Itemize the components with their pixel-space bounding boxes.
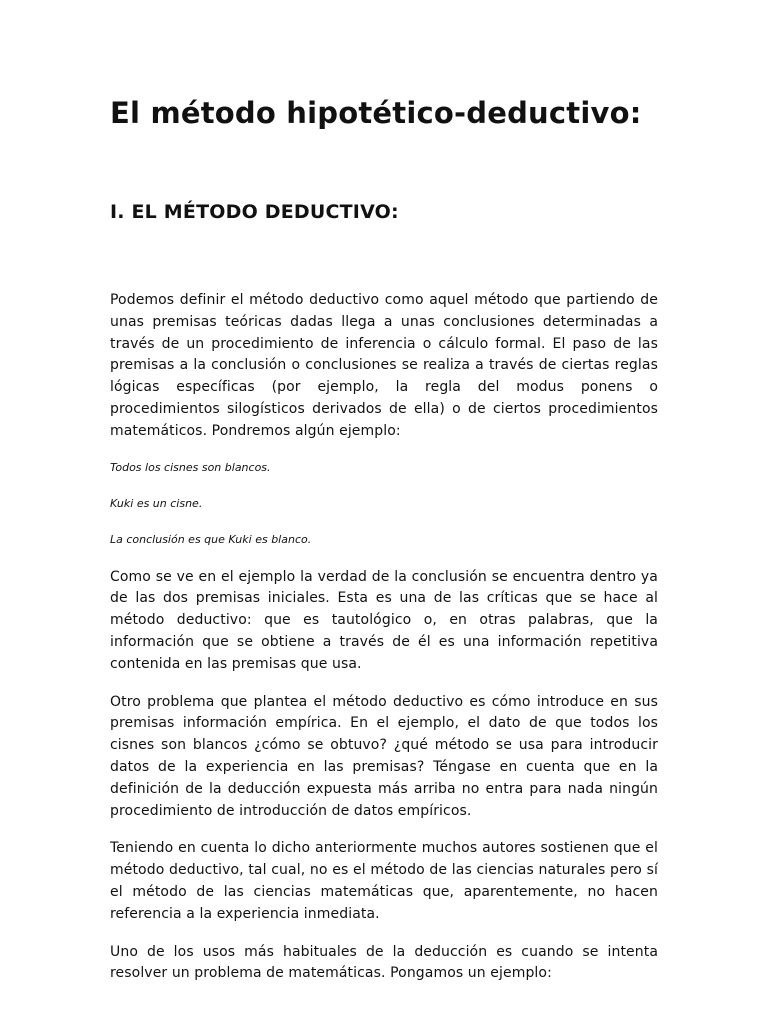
section-heading: I. EL MÉTODO DEDUCTIVO:	[110, 201, 399, 223]
example-conclusion: La conclusión es que Kuki es blanco.	[110, 532, 312, 546]
paragraph-tautology: Como se ve en el ejemplo la verdad de la conclusión se encuentra dentro ya de las dos premisas iniciales. Esta es una de las críticas que se hace al método deductivo: que es tautológico o, en otras palabras, que la información que se obtiene a través de él es una información repetitiva contenida en las premisas que usa.	[110, 568, 658, 672]
document-title: El método hipotético-deductivo:	[110, 96, 642, 130]
example-premise-1: Todos los cisnes son blancos.	[110, 460, 271, 474]
paragraph-mathematics: Teniendo en cuenta lo dicho anteriormente muchos autores sostienen que el método deductivo, tal cual, no es el método de las ciencias naturales pero sí el método de las ciencias matemáticas que, aparentemente, no hacen referencia a la experiencia inmediata.	[110, 840, 658, 922]
example-premise-2: Kuki es un cisne.	[110, 496, 203, 510]
document-body	[110, 290, 658, 985]
paragraph-empirical: Otro problema que plantea el método deductivo es cómo introduce en sus premisas información empírica. En el ejemplo, el dato de que todos los cisnes son blancos ¿cómo se obtuvo? ¿qué método se usa para introducir datos de la experiencia en las premisas? Téngase en cuenta que en la definición de la deducción expuesta más arriba no entra para nada ningún procedimiento de introducción de datos empíricos.	[110, 693, 658, 819]
paragraph-usage: Uno de los usos más habituales de la deducción es cuando se intenta resolver un problema de matemáticas. Pongamos un ejemplo:	[110, 943, 658, 982]
paragraph-definition: Podemos definir el método deductivo como aquel método que partiendo de unas premisas teóricas dadas llega a unas conclusiones determinadas a través de un procedimiento de inferencia o cálculo formal. El paso de las premisas a la conclusión o conclusiones se realiza a través de ciertas reglas lógicas específicas (por ejemplo, la regla del modus ponens o procedimientos silogísticos derivados de ella) o de ciertos procedimientos matemáticos. Pondremos algún ejemplo:	[110, 292, 658, 439]
